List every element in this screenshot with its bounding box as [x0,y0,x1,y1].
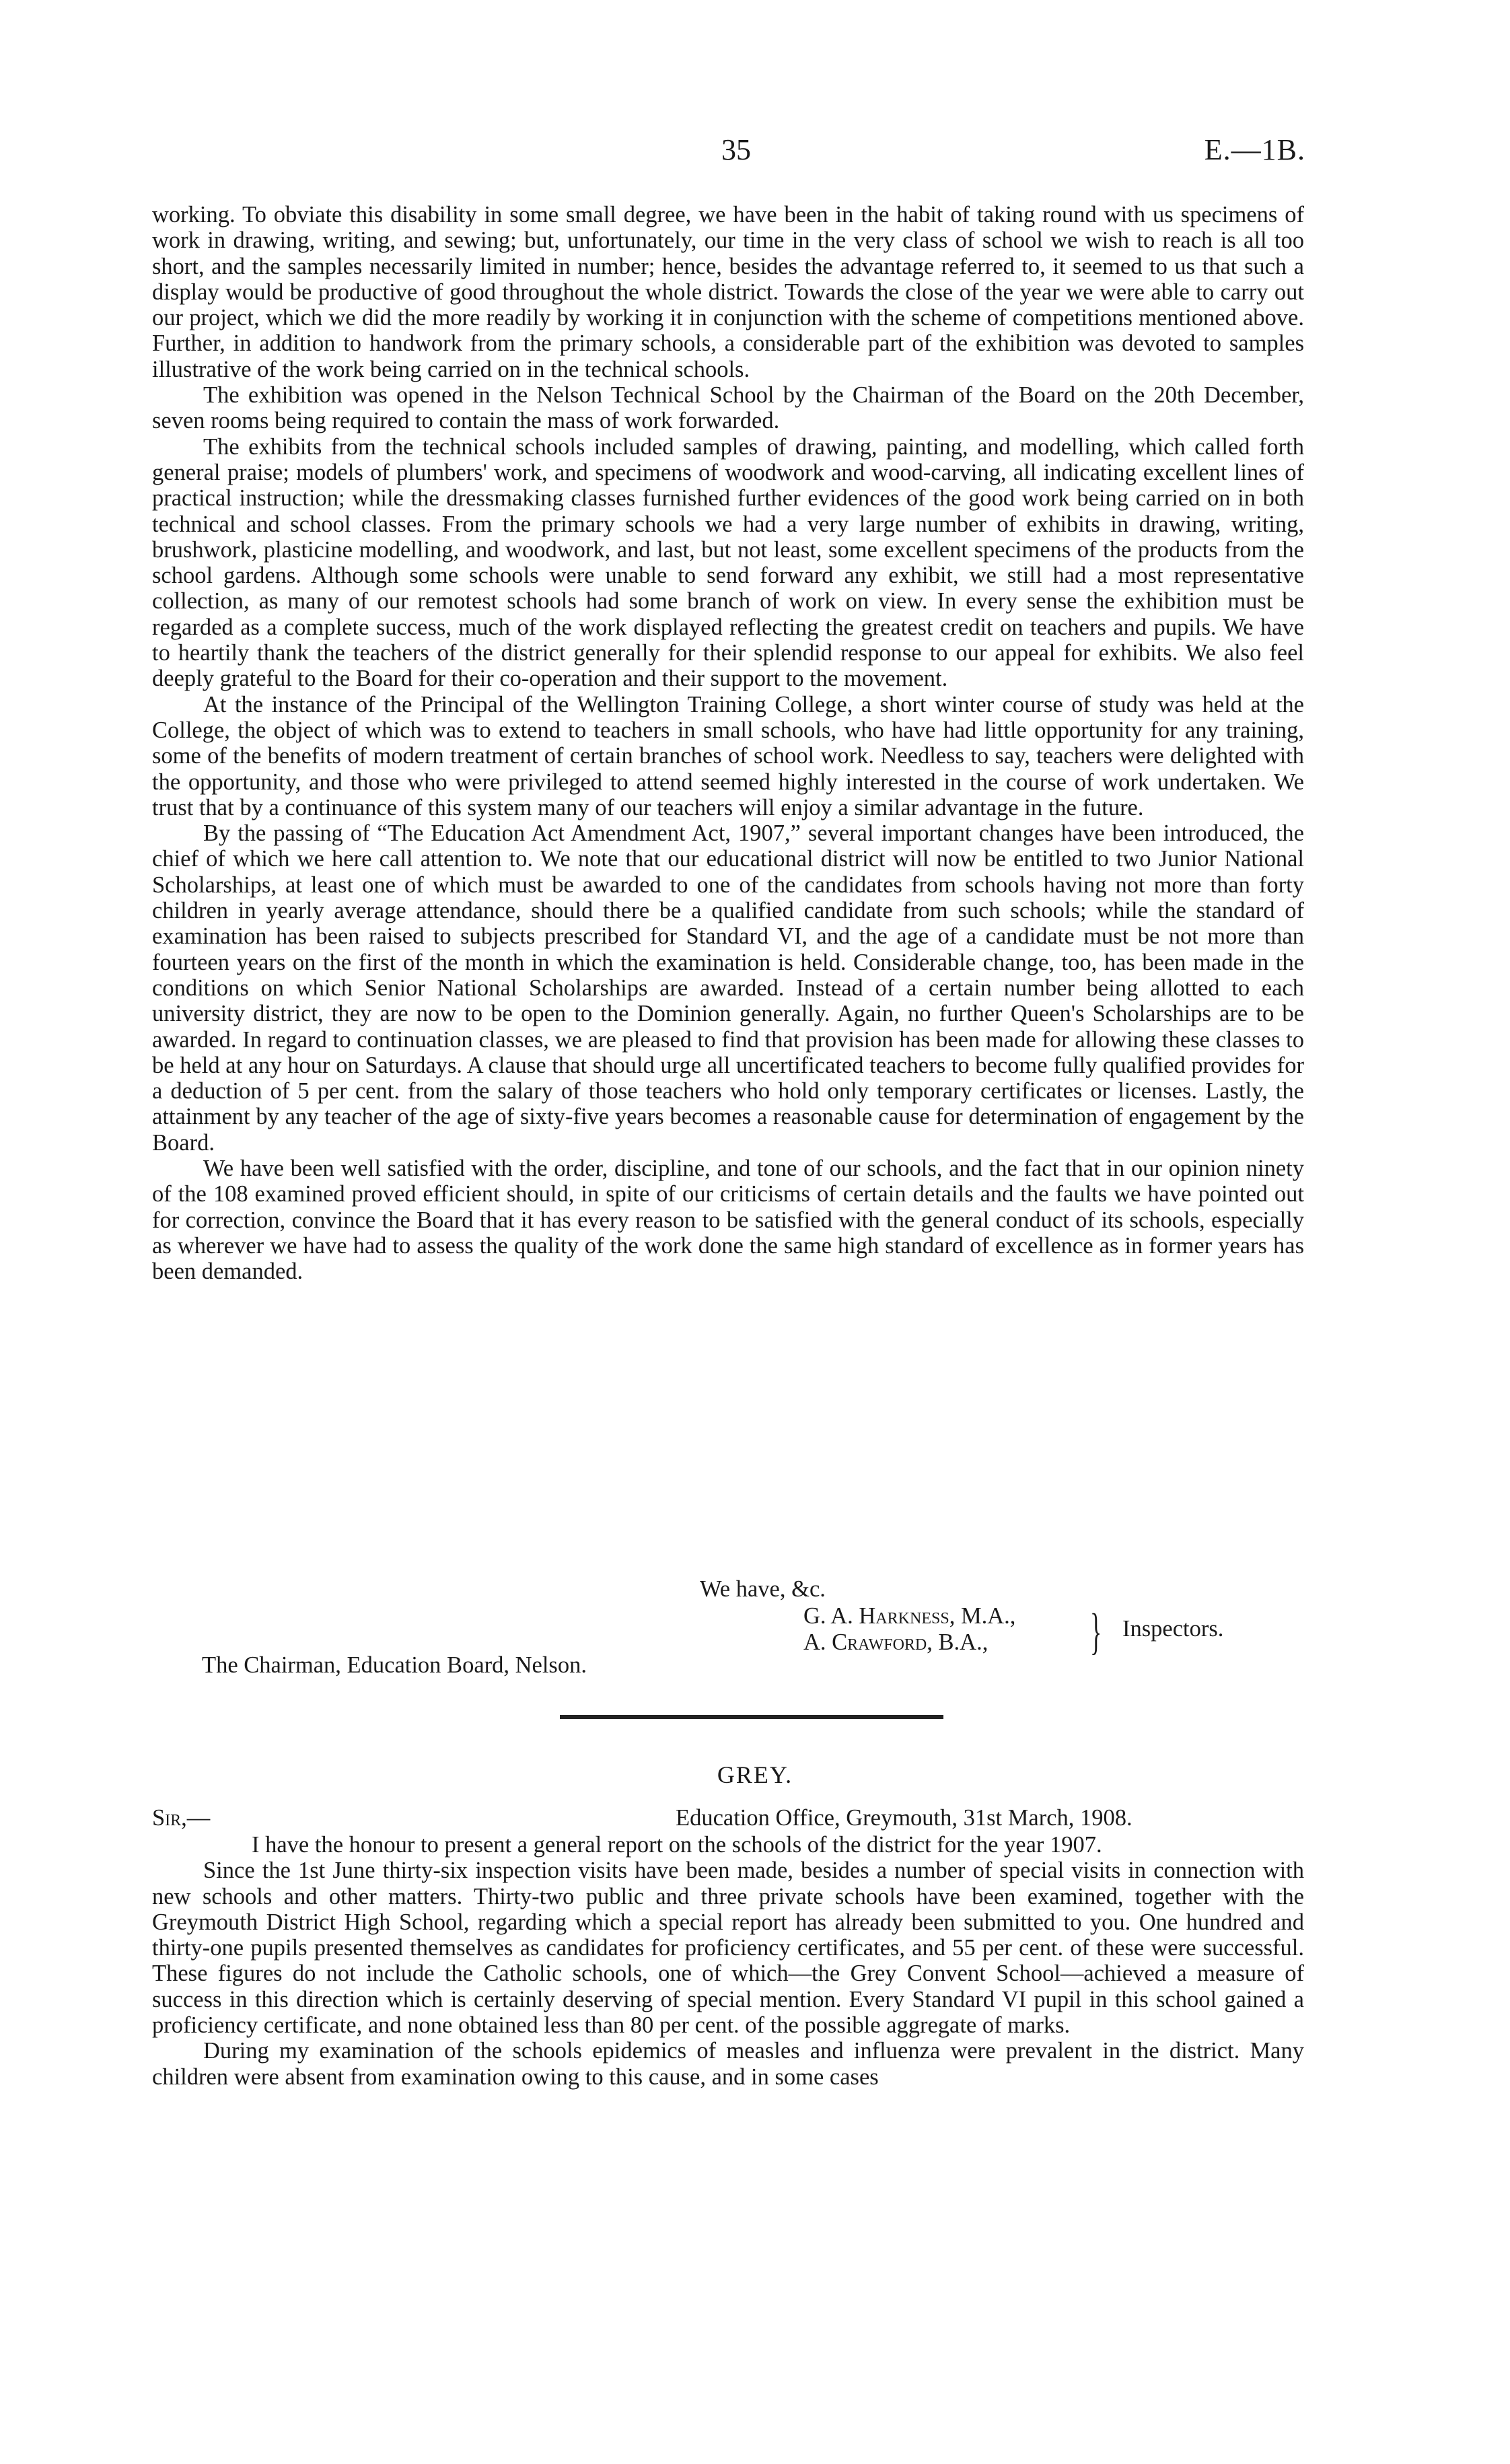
paragraph: The exhibition was opened in the Nelson Technical School by the Chairman of the Board on the 20th December, seven rooms being required to contain the mass of work forwarded. [152,382,1304,434]
section-title: GREY. [717,1761,793,1788]
signatory-2: A. Crawford, B.A., [803,1629,988,1655]
paragraph: By the passing of “The Education Act Amendment Act, 1907,” several important changes have been introduced, the chief of which we here call attention to. We note that our educational district will now be entitled to two Junior National Scholarships, at least one of which must be awarded to one of the candidates from schools having not more than forty children in yearly average attendance, should there be a qualified candidate from such schools; while the standard of examination has been raised to subjects prescribed for Standard VI, and the age of a candidate must be not more than fourteen years on the first of the month in which the examination is held. Considerable change, too, has been made in the conditions on which Senior National Scholarships are awarded. Instead of a certain number being allotted to each university district, they are now to be open to the Dominion generally. Again, no further Queen's Scholarships are to be awarded. In regard to continuation classes, we are pleased to find that provision has been made for allowing these classes to be held at any hour on Saturdays. A clause that should urge all uncertificated teachers to become fully qualified provides for a deduction of 5 per cent. from the salary of those teachers who hold only temporary certificates or licenses. Lastly, the attainment by any teacher of the age of sixty-five years becomes a reasonable cause for determination of engagement by the Board. [152,820,1304,1156]
page-number: 35 [721,133,751,166]
paragraph: At the instance of the Principal of the Wellington Training College, a short winter course of study was held at the College, the object of which was to extend to teachers in small schools, who have had little opportunity for any training, some of the benefits of modern treatment of certain branches of school work. Needless to say, teachers were delighted with the opportunity, and those who were privileged to attend seemed highly interested in the course of work undertaken. We trust that by a continuance of this system many of our teachers will enjoy a similar advantage in the future. [152,691,1304,820]
section-divider [560,1715,943,1719]
grey-report-body [152,1832,1304,2090]
paragraph: working. To obviate this disability in some small degree, we have been in the habit of taking round with us specimens of work in drawing, writing, and sewing; but, unfortunately, our time in the very class of school we wish to reach is all too short, and the samples necessarily limited in number; hence, besides the advantage referred to, it seemed to us that such a display would be productive of good throughout the whole district. Towards the close of the year we were able to carry out our project, which we did the more readily by working it in conjunction with the scheme of competitions mentioned above. Further, in addition to handwork from the primary schools, a considerable part of the exhibition was devoted to samples illustrative of the work being carried on in the technical schools. [152,202,1304,382]
salutation: Sir,— [152,1805,211,1831]
closing-line: We have, &c. [700,1576,826,1602]
addressee: The Chairman, Education Board, Nelson. [202,1652,587,1678]
signatory-1: G. A. Harkness, M.A., [803,1603,1016,1629]
dateline: Education Office, Greymouth, 31st March, 1908. [676,1805,1132,1831]
document-reference: E.—1B. [1204,133,1305,166]
paragraph: Since the 1st June thirty-six inspection visits have been made, besides a number of special visits in connection with new schools and other matters. Thirty-two public and three private schools have been examined, together with the Greymouth District High School, regarding which a special report has already been submitted to you. One hundred and thirty-one pupils presented themselves as candidates for proficiency certificates, and 55 per cent. of these were successful. These figures do not include the Catholic schools, one of which—the Grey Convent School—achieved a measure of success in this direction which is certainly deserving of special mention. Every Standard VI pupil in this school gained a proficiency certificate, and none obtained less than 80 per cent. of the possible aggregate of marks. [152,1858,1304,2039]
paragraph: The exhibits from the technical schools included samples of drawing, painting, and modelling, which called forth general praise; models of plumbers' work, and specimens of woodwork and wood-carving, all indicating excellent lines of practical instruction; while the dressmaking classes furnished further evidences of the good work being carried on in both technical and school classes. From the primary schools we had a very large number of exhibits in drawing, writing, brushwork, plasticine modelling, and woodwork, and last, but not least, some excellent specimens of the products from the school gardens. Although some schools were unable to send forward any exhibit, we still had a most representative collection, as many of our remotest schools had some branch of work on view. In every sense the exhibition must be regarded as a complete success, much of the work displayed reflecting the greatest credit on teachers and pupils. We have to heartily thank the teachers of the district generally for their splendid response to our appeal for exhibits. We also feel deeply grateful to the Board for their co-operation and their support to the movement. [152,433,1304,692]
paragraph: We have been well satisfied with the order, discipline, and tone of our schools, and the fact that in our opinion ninety of the 108 examined proved efficient should, in spite of our criticisms of certain details and the faults we have pointed out for correction, convince the Board that it has every reason to be satisfied with the general conduct of its schools, especially as wherever we have had to assess the quality of the work done the same high standard of excellence as in former years has been demanded. [152,1155,1304,1285]
signatory-role: Inspectors. [1122,1616,1224,1642]
paragraph: During my examination of the schools epidemics of measles and influenza were prevalent in the district. Many children were absent from examination owing to this cause, and in some cases [152,2038,1304,2090]
paragraph: I have the honour to present a general report on the schools of the district for the year 1907. [252,1832,1102,1858]
nelson-report-body [152,202,1304,1284]
signatory-brace: } [1090,1603,1102,1660]
